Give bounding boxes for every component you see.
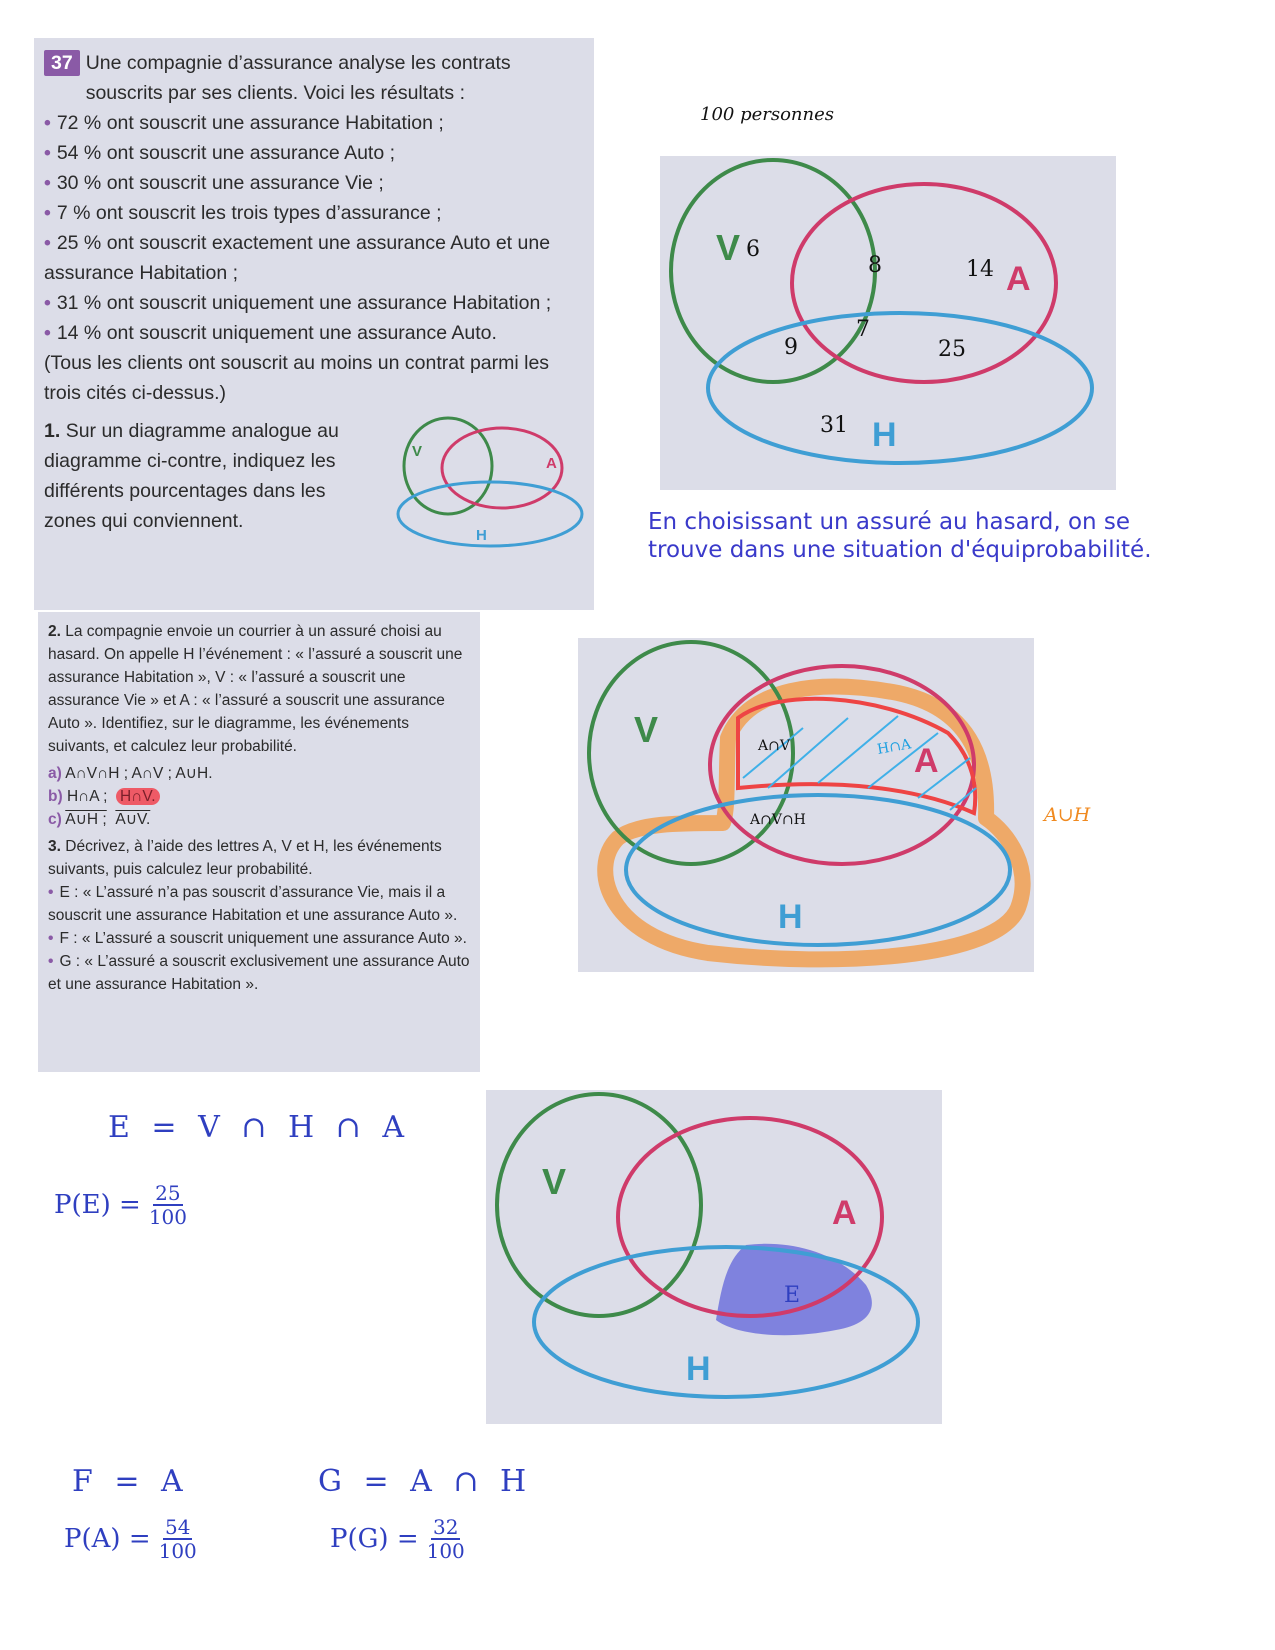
question-2b: b) H∩A ; H∩V.: [48, 785, 470, 808]
label-a: A: [1006, 260, 1031, 298]
label-h: H: [778, 898, 803, 936]
exercise-panel-1: [34, 38, 594, 610]
question-3-item: • G : « L’assuré a souscrit exclusivement une assurance Auto et une assurance Habitation ».: [48, 953, 470, 993]
label-h: H: [872, 416, 897, 454]
bullet-icon: •: [44, 322, 51, 344]
result-item: • 14 % ont souscrit uniquement une assurance Auto.: [44, 322, 497, 344]
label-hbar-inter-a: H∩A: [875, 736, 913, 758]
g-definition: G = A ∩ H: [318, 1464, 533, 1499]
label-v: V: [634, 709, 659, 750]
venn-diagram-events: [578, 638, 1034, 972]
question-2a: a) A∩V∩H ; A∩V ; A∪H.: [48, 765, 213, 782]
bullet-icon: •: [44, 202, 51, 224]
result-item: • 54 % ont souscrit une assurance Auto ;: [44, 142, 396, 164]
bullet-icon: •: [48, 884, 54, 901]
result-list: [44, 108, 584, 348]
question-3-item: • E : « L’assuré n’a pas souscrit d’assurance Vie, mais il a souscrit une assurance Habitation et une assurance Auto ».: [48, 884, 458, 924]
bullet-icon: •: [44, 292, 51, 314]
zone-vh: 9: [784, 335, 798, 360]
label-a: A: [914, 742, 939, 780]
question-1-text: 1. Sur un diagramme analogue au diagramme ci-contre, indiquez les différents pourcentages dans les zones qui conviennent.: [44, 420, 339, 532]
zone-a-only: 14: [966, 257, 994, 282]
bullet-icon: •: [44, 112, 51, 134]
venn-h-ellipse: [398, 482, 582, 546]
venn-diagram-values: [660, 156, 1116, 490]
bullet-icon: •: [48, 930, 54, 947]
label-h: H: [476, 527, 487, 544]
zone-v-only: 6: [746, 237, 760, 262]
question-2c: c) A∪H ; A∪V.: [48, 811, 151, 828]
label-h: H: [686, 1350, 711, 1388]
result-item: • 30 % ont souscrit une assurance Vie ;: [44, 172, 384, 194]
exercise-header: [44, 48, 584, 108]
bullet-icon: •: [44, 232, 51, 254]
label-v: V: [412, 443, 423, 460]
zone-vah: 7: [856, 317, 870, 342]
bullet-icon: •: [44, 142, 51, 164]
exercise-intro: Une compagnie d’assurance analyse les contrats souscrits par ses clients. Voici les résultats :: [85, 52, 511, 104]
question-3: 3. Décrivez, à l’aide des lettres A, V et H, les événements suivants, puis calculez leur probabilité.: [48, 838, 442, 878]
venn-a-circle: [442, 428, 562, 508]
zone-ah: 25: [938, 337, 966, 362]
label-a-inter-v-inter-h: A∩V∩H: [750, 812, 806, 828]
bullet-icon: •: [48, 953, 54, 970]
result-item: • 31 % ont souscrit uniquement une assurance Habitation ;: [44, 292, 552, 314]
pa-line: P(A) = $\frac{54}{100}$: [64, 1515, 197, 1563]
hundred-people-note: 100 personnes: [700, 104, 835, 125]
label-v: V: [542, 1161, 567, 1202]
exercise-number: 37: [44, 50, 80, 76]
exercise-note: (Tous les clients ont souscrit au moins un contrat parmi les trois cités ci-dessus.): [44, 352, 550, 404]
label-a: A: [832, 1194, 857, 1232]
equiprobability-note: En choisissant un assuré au hasard, on se trouve dans une situation d'équiprobabilité.: [648, 509, 1152, 563]
label-a-union-h: A∪H: [1044, 804, 1091, 826]
question-3-item: • F : « L’assuré a souscrit uniquement une assurance Auto ».: [48, 930, 467, 947]
label-v: V: [716, 227, 741, 268]
exercise-panel-2: [38, 612, 480, 1072]
zone-va: 8: [868, 253, 882, 278]
label-e: E: [784, 1283, 801, 1308]
highlighted-event: H∩V.: [116, 788, 160, 805]
venn-diagram-e: [486, 1090, 942, 1424]
zone-h-only: 31: [820, 413, 848, 438]
e-definition: E = V ∩ H ∩ A: [108, 1110, 411, 1145]
f-definition: F = A: [72, 1464, 189, 1499]
pe-line: P(E) = $\frac{25}{100}$: [54, 1181, 187, 1229]
result-item: • 7 % ont souscrit les trois types d’assurance ;: [44, 202, 442, 224]
label-a: A: [546, 455, 557, 472]
small-venn-diagram: [384, 416, 584, 556]
result-item: • 25 % ont souscrit exactement une assurance Auto et une assurance Habitation ;: [44, 232, 551, 284]
pg-line: P(G) = $\frac{32}{100}$: [330, 1515, 465, 1563]
bullet-icon: •: [44, 172, 51, 194]
question-1: [44, 416, 584, 544]
label-a-inter-v: A∩V: [758, 738, 790, 754]
question-2: 2. La compagnie envoie un courrier à un assuré choisi au hasard. On appelle H l’événement : « l’assuré a souscrit une assurance Habitation », V : « l’assuré a souscrit une assurance Vie » et A : « l’assuré a souscrit une assurance Auto ». Identifiez, sur le diagramme, les événements suivants, et calculez leur probabilité.: [48, 623, 463, 755]
result-item: • 72 % ont souscrit une assurance Habitation ;: [44, 112, 444, 134]
